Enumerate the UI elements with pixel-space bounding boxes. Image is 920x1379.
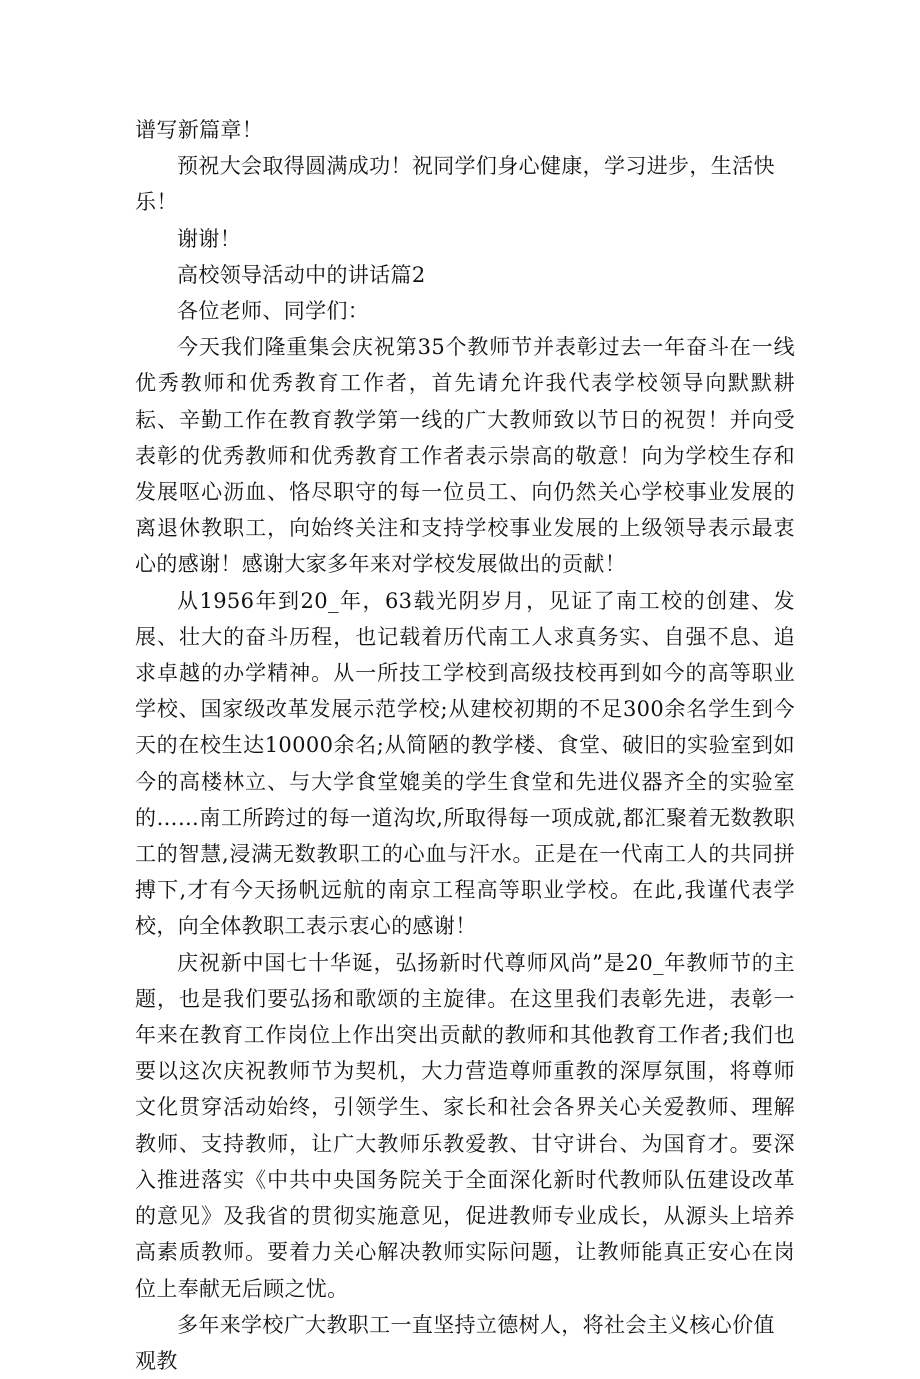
paragraph-theme: 庆祝新中国七十华诞，弘扬新时代尊师风尚”是20_年教师节的主题，也是我们要弘扬和歌颂的主旋律。在这里我们表彰先进，表彰一年来在教育工作岗位上作出突出贡献的教师和其他教育工作者;我们也要以这次庆祝教师节为契机，大力营造尊师重教的深厚氛围，将尊师文化贯穿活动始终，引领学生、家长和社会各界关心关爱教师、理解教师、支持教师，让广大教师乐教爱教、甘守讲台、为国育才。要深入推进落实《中共中央国务院关于全面深化新时代教师队伍建设改革的意见》及我省的贯彻实施意见，促进教师专业成长，从源头上培养高素质教师。要着力关心解决教师实际问题，让教师能真正安心在岗位上奉献无后顾之忧。 bbox=[135, 950, 795, 1301]
section-heading: 高校领导活动中的讲话篇2 bbox=[177, 262, 426, 287]
salutation: 各位老师、同学们： bbox=[177, 299, 370, 324]
paragraph-wishes: 预祝大会取得圆满成功！祝同学们身心健康，学习进步，生活快乐！ bbox=[135, 154, 775, 215]
document-body bbox=[135, 112, 795, 1379]
paragraph-thanks: 谢谢！ bbox=[177, 226, 242, 251]
paragraph-history: 从1956年到20_年，63载光阴岁月，见证了南工校的创建、发展、壮大的奋斗历程，也记载着历代南工人求真务实、自强不息、追求卓越的办学精神。从一所技工学校到高级技校再到如今的高等职业学校、国家级改革发展示范学校;从建校初期的不足300余名学生到今天的在校生达10000余名;从简陋的教学楼、食堂、破旧的实验室到如今的高楼林立、与大学食堂媲美的学生食堂和先进仪器齐全的实验室的……南工所跨过的每一道沟坎,所取得每一项成就,都汇聚着无数教职工的智慧,浸满无数教职工的心血与汗水。正是在一代南工人的共同拼搏下,才有今天扬帆远航的南京工程高等职业学校。在此,我谨代表学校，向全体教职工表示衷心的感谢！ bbox=[135, 588, 795, 939]
paragraph-opening: 今天我们隆重集会庆祝第35个教师节并表彰过去一年奋斗在一线优秀教师和优秀教育工作者，首先请允许我代表学校领导向默默耕耘、辛勤工作在教育教学第一线的广大教师致以节日的祝贺！并向受表彰的优秀教师和优秀教育工作者表示崇高的敬意！向为学校生存和发展呕心沥血、恪尽职守的每一位员工、向仍然关心学校事业发展的离退休教职工，向始终关注和支持学校事业发展的上级领导表示最衷心的感谢！感谢大家多年来对学校发展做出的贡献！ bbox=[135, 335, 795, 577]
paragraph-closing-fragment: 谱写新篇章！ bbox=[135, 118, 264, 142]
paragraph-continuation: 多年来学校广大教职工一直坚持立德树人，将社会主义核心价值观教 bbox=[135, 1312, 775, 1373]
